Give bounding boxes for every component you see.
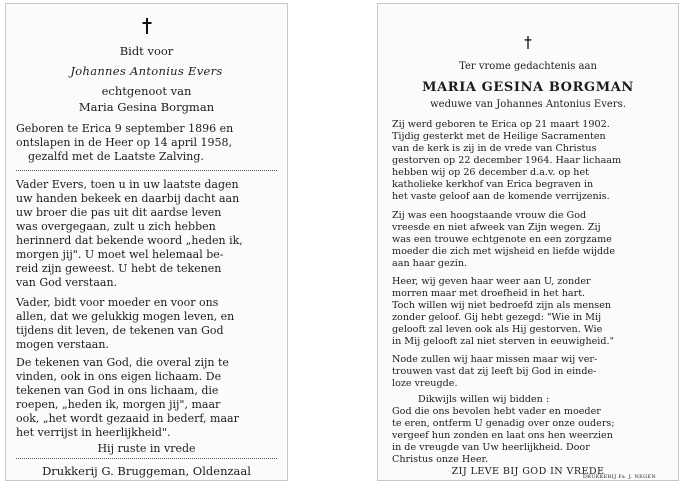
- text-line: vergeef hun zonden en laat ons hen weerzien: [392, 430, 613, 441]
- text-line: mogen verstaan.: [16, 338, 109, 351]
- text-line: hebben wij op 26 december d.a.v. op het: [392, 167, 590, 178]
- prayer-intro: Dikwijls willen wij bidden :: [418, 394, 550, 405]
- text-line: tekenen van God in ons lichaam, die: [16, 384, 219, 397]
- text-line: in Mij gelooft zal niet sterven in eeuwigheid.": [392, 336, 614, 347]
- text-line: katholieke kerkhof van Erica begraven in: [392, 179, 594, 190]
- memorial-card-maria-borgman: [377, 3, 679, 481]
- text-line: Vader Evers, toen u in uw laatste dagen: [16, 178, 239, 191]
- text-line: vreesde en niet afweek van Zijn wegen. Zij: [392, 222, 601, 233]
- text-line: aan haar gezin.: [392, 258, 468, 269]
- text-line: trouwen vast dat zij leeft bij God in einde-: [392, 366, 597, 377]
- text-line: Zij werd geboren te Erica op 21 maart 1902.: [392, 119, 610, 130]
- text-line: was een trouwe echtgenote en een zorgzame: [392, 234, 612, 245]
- text-line: Heer, wij geven haar weer aan U, zonder: [392, 276, 591, 287]
- text-line: te eren, ontferm U genadig over onze ouders;: [392, 418, 615, 429]
- text-line: ook, „het wordt gezaaid in bederf, maar: [16, 412, 239, 425]
- deceased-name: Johannes Antonius Evers: [70, 64, 223, 78]
- text-line: was overgegaan, zult u zich hebben: [16, 220, 216, 233]
- text-line: God die ons bevolen hebt vader en moeder: [392, 406, 601, 417]
- divider: [16, 458, 277, 459]
- text-line: Node zullen wij haar missen maar wij ver-: [392, 354, 598, 365]
- memorial-card-johannes-evers: [5, 3, 288, 481]
- text-line: tijdens dit leven, de tekenen van God: [16, 324, 224, 337]
- right-heading: Ter vrome gedachtenis aan: [459, 61, 597, 72]
- text-line: het verrijst in heerlijkheid".: [16, 426, 171, 439]
- text-line: het vaste geloof aan de komende verrijzenis.: [392, 191, 610, 202]
- text-line: morgen jij". U moet wel helemaal be-: [16, 248, 224, 261]
- text-line: Geboren te Erica 9 september 1896 en: [16, 122, 234, 135]
- text-line: allen, dat we gelukkig mogen leven, en: [16, 310, 235, 323]
- text-line: uw broer die pas uit dit aardse leven: [16, 206, 222, 219]
- printer-credit: DRUKKERIJ Fa. J. NEGEN: [582, 474, 656, 480]
- text-line: Zij was een hoogstaande vrouw die God: [392, 210, 587, 221]
- subtitle: weduwe van Johannes Antonius Evers.: [430, 99, 626, 110]
- cross-icon: [378, 34, 678, 53]
- text-line: De tekenen van God, die overal zijn te: [16, 356, 229, 369]
- text-line: in de vreugde van Uw heerlijkheid. Door: [392, 442, 590, 453]
- text-line: ontslapen in de Heer op 14 april 1958,: [16, 136, 233, 149]
- closing-blessing: ZIJ LEVE BIJ GOD IN VREDE: [451, 466, 605, 477]
- divider: [16, 170, 277, 171]
- text-line: moeder die zich met wijsheid en liefde wijdde: [392, 246, 615, 257]
- text-line: gestorven op 22 december 1964. Haar lichaam: [392, 155, 622, 166]
- spouse-intro: echtgenoot van: [101, 84, 192, 98]
- text-line: gelooft zal leven ook als Hij gestorven. Wie: [392, 324, 603, 335]
- left-heading: Bidt voor: [119, 44, 174, 58]
- text-line: Vader, bidt voor moeder en voor ons: [16, 296, 219, 309]
- text-line: van God verstaan.: [16, 276, 118, 289]
- text-line: loze vreugde.: [392, 378, 458, 389]
- text-line: morren maar met droefheid in het hart.: [392, 288, 586, 299]
- printer-credit: Drukkerij G. Bruggeman, Oldenzaal: [42, 464, 251, 478]
- cross-icon: [6, 18, 287, 38]
- text-line: roepen, „heden ik, morgen jij", maar: [16, 398, 221, 411]
- text-line: van de kerk is zij in de vrede van Christus: [392, 143, 597, 154]
- text-line: Toch willen wij niet bedroefd zijn als mensen: [392, 300, 612, 311]
- deceased-name: MARIA GESINA BORGMAN: [422, 80, 634, 95]
- text-line: Tijdig gesterkt met de Heilige Sacramenten: [392, 131, 606, 142]
- text-line: Christus onze Heer.: [392, 454, 489, 465]
- text-line: uw handen bekeek en daarbij dacht aan: [16, 192, 240, 205]
- text-line: herinnerd dat bekende woord „heden ik,: [16, 234, 243, 247]
- text-line: reid zijn geweest. U hebt de tekenen: [16, 262, 222, 275]
- text-line: gezalfd met de Laatste Zalving.: [28, 150, 204, 163]
- closing-blessing: Hij ruste in vrede: [97, 442, 196, 455]
- text-line: zonder geloof. Gij hebt gezegd: "Wie in Mij: [392, 312, 602, 323]
- spouse-name: Maria Gesina Borgman: [78, 100, 215, 114]
- text-line: vinden, ook in ons eigen lichaam. De: [16, 370, 222, 383]
